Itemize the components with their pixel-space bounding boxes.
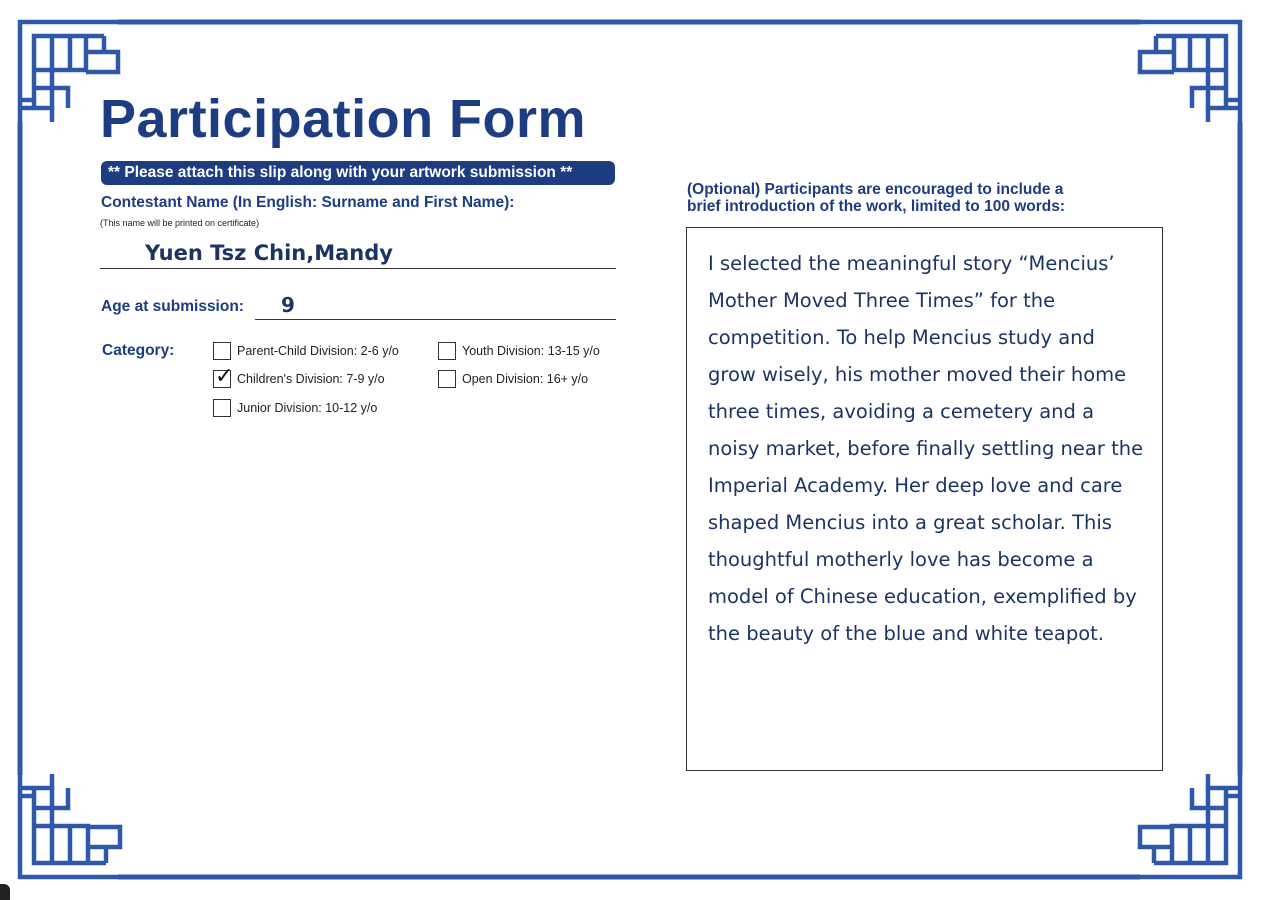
category-option-open[interactable] (438, 369, 588, 389)
contestant-name-value[interactable]: Yuen Tsz Chin,Mandy (145, 241, 393, 265)
contestant-name-label: Contestant Name (In English: Surname and First Name): (101, 194, 515, 211)
checkbox-parent-child[interactable] (213, 342, 231, 360)
category-option-youth[interactable] (438, 341, 600, 361)
attach-note-banner: ** Please attach this slip along with your artwork submission ** (101, 161, 615, 185)
contestant-name-underline (100, 268, 616, 269)
category-option-label: Children's Division: 7-9 y/o (237, 372, 385, 386)
checkbox-youth[interactable] (438, 342, 456, 360)
corner-overlay-fragment (0, 884, 10, 900)
introduction-prompt (687, 181, 1065, 215)
category-option-childrens[interactable] (213, 364, 385, 389)
category-option-junior[interactable] (213, 398, 377, 418)
category-label: Category: (102, 342, 175, 359)
age-value[interactable]: 9 (281, 293, 295, 317)
check-mark-icon: ✓ (215, 364, 234, 389)
age-label: Age at submission: (101, 298, 244, 315)
fret-corner-bottom-left (20, 774, 120, 877)
category-option-parent-child[interactable] (213, 341, 399, 361)
fret-corner-bottom-right (1140, 774, 1240, 877)
category-option-label: Open Division: 16+ y/o (462, 372, 589, 386)
form-title: Participation Form (100, 89, 587, 149)
category-option-label: Junior Division: 10-12 y/o (237, 401, 378, 415)
checkbox-open[interactable] (438, 370, 456, 388)
checkbox-junior[interactable] (213, 399, 231, 417)
category-option-label: Youth Division: 13-15 y/o (462, 344, 600, 358)
category-option-label: Parent-Child Division: 2-6 y/o (237, 344, 399, 358)
introduction-text-box[interactable] (686, 227, 1163, 771)
introduction-text: I selected the meaningful story “Mencius’ Mother Moved Three Times” for the competition. To help Mencius study and grow wisely, his mother moved their home three times, avoiding a cemetery and a noisy market, before finally settling near the Imperial Academy. Her deep love and care shaped Mencius into a great scholar. This thoughtful motherly love has become a model of Chinese education, exemplified by the beauty of the blue and white teapot. (708, 252, 1144, 645)
introduction-prompt-line: (Optional) Participants are encouraged to include a (687, 181, 1064, 198)
age-underline (255, 319, 616, 320)
fret-corner-top-right (1140, 22, 1240, 122)
contestant-name-sublabel: (This name will be printed on certificate) (100, 218, 260, 228)
checkbox-childrens[interactable] (213, 364, 234, 389)
introduction-prompt-line: brief introduction of the work, limited to 100 words: (687, 198, 1066, 215)
